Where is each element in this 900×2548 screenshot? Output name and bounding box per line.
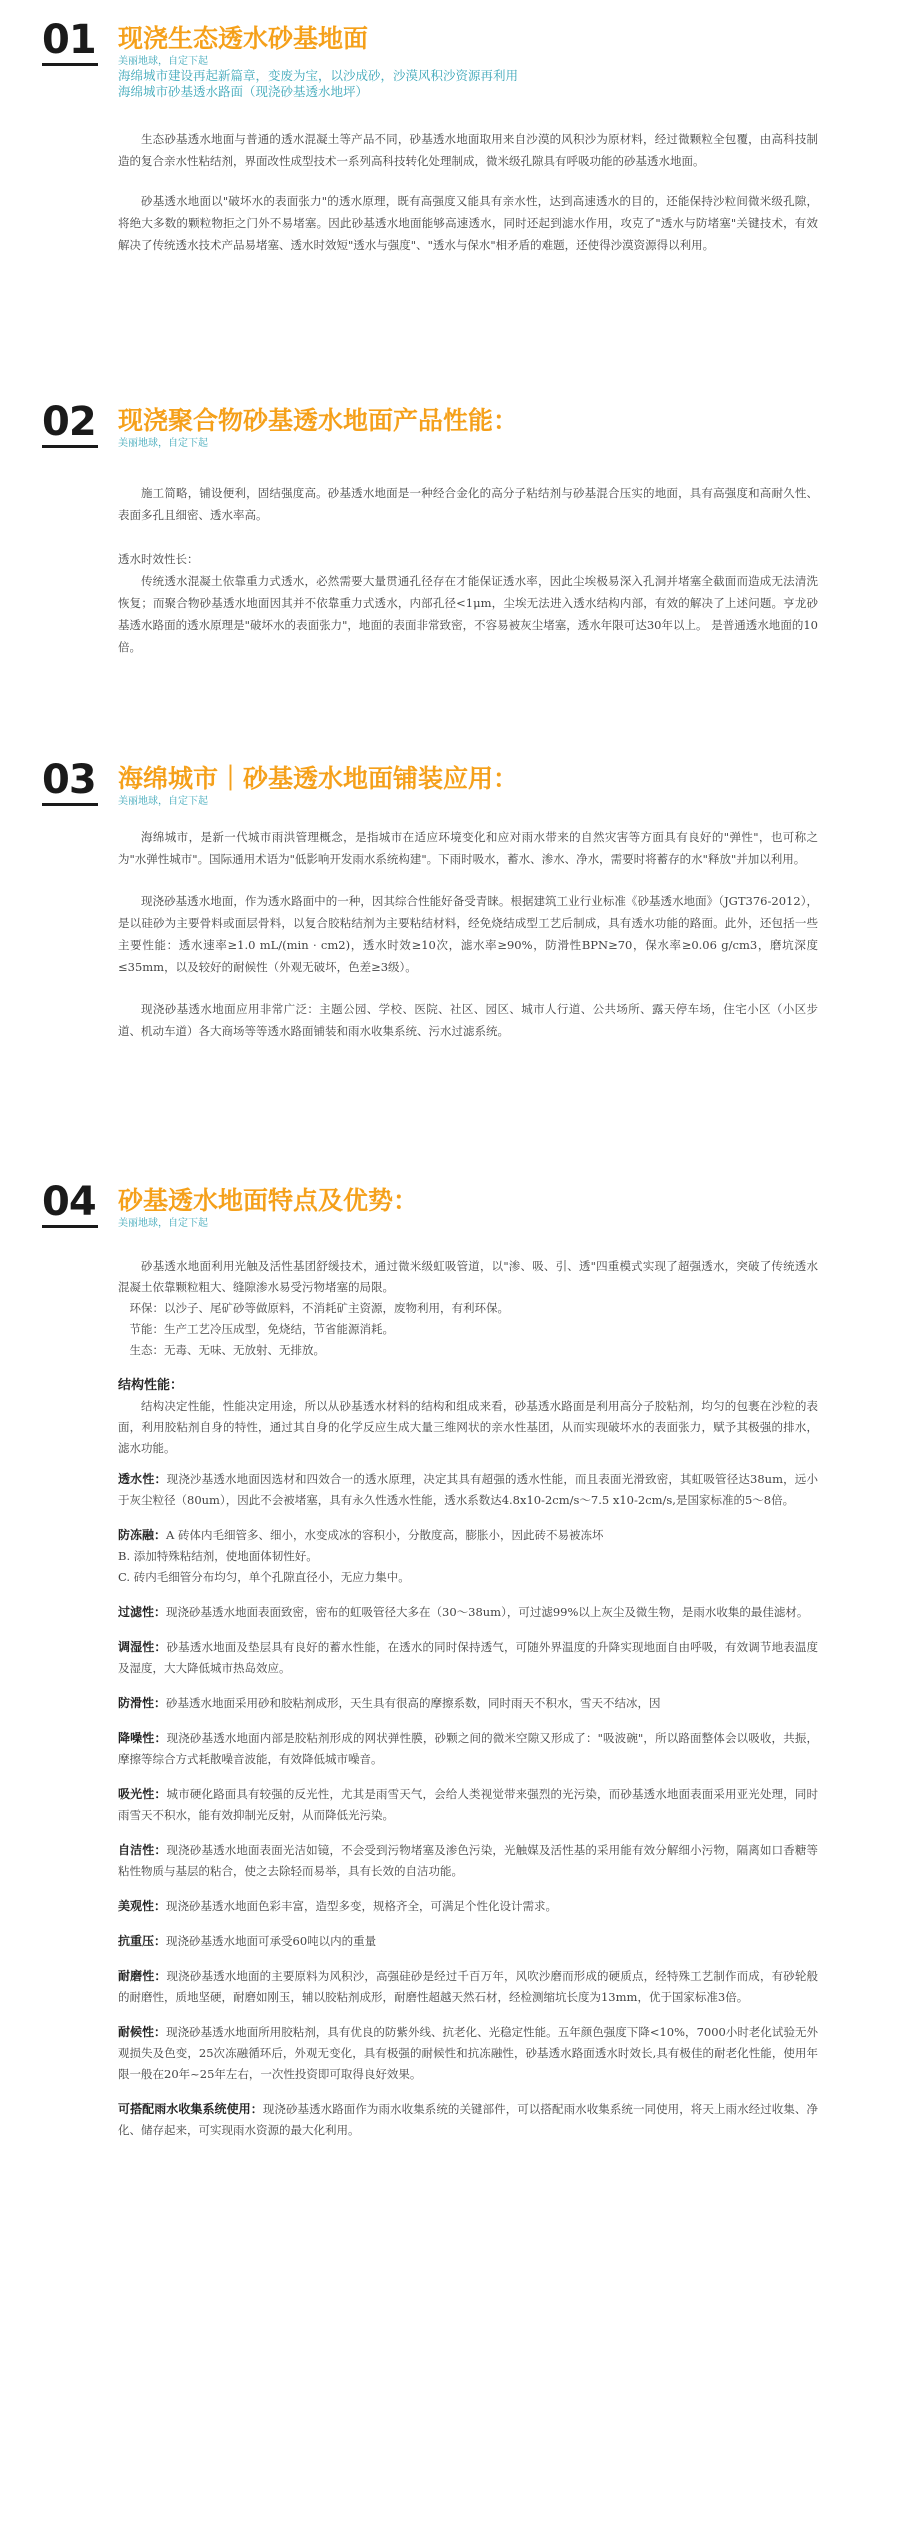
- paragraph: 海绵城市，是新一代城市雨洪管理概念，是指城市在适应环境变化和应对雨水带来的自然灾害等方面具有良好的"弹性"，也可称之为"水弹性城市"。国际通用术语为"低影响开发雨水系统构建"。下雨时吸水，蓄水、渗水、净水，需要时将蓄存的水"释放"并加以利用。: [118, 830, 818, 866]
- section-subtitle: 美丽地球，自定下起: [118, 1218, 208, 1229]
- feature-self-cleaning: [118, 1840, 818, 1882]
- feature-label: 防滑性：: [118, 1696, 167, 1710]
- paragraph: 砂基透水地面以"破坏水的表面张力"的透水原理，既有高强度又能具有亲水性，达到高速透水的目的，还能保持沙粒间微米级孔隙，将绝大多数的颗粒物拒之门外不易堵塞。因此砂基透水地面能够高速透水，同时还起到滤水作用，攻克了"透水与防堵塞"关键技术，有效解决了传统透水技术产品易堵塞、透水时效短"透水与强度"、"透水与保水"相矛盾的难题，还使得沙漠资源得以利用。: [118, 194, 818, 252]
- feature-noise-reduction: [118, 1728, 818, 1770]
- section-body: [118, 1256, 818, 2155]
- benefit-item: 环保：以沙子、尾矿砂等做原料，不消耗矿主资源，废物利用，有利环保。: [129, 1301, 509, 1315]
- paragraph: 结构决定性能，性能决定用途，所以从砂基透水材料的结构和组成来看，砂基透水路面是利用高分子胶粘剂，均匀的包裹在沙粒的表面，利用胶粘剂自身的特性，通过其自身的化学反应生成大量三维网状的亲水性基团，从而实现破坏水的表面张力，赋予其极强的排水，滤水功能。: [118, 1399, 818, 1455]
- paragraph: 砂基透水地面利用光触及活性基团舒缓技术，通过微米级虹吸管道，以"渗、吸、引、透"四重模式实现了超强透水，突破了传统透水混凝土依靠颗粒粗大、缝隙渗水易受污物堵塞的局限。: [118, 1259, 818, 1294]
- feature-text: 现浇砂基透水地面所用胶粘剂，具有优良的防紫外线、抗老化、光稳定性能。五年颜色强度下降<10%，7000小时老化试验无外观损失及色变，25次冻融循环后，外观无变化，具有极强的耐候性和抗冻融性，砂基透水路面透水时效长,具有极佳的耐老化性能，使用年限一般在20年~25年左右，一次性投资即可取得良好效果。: [118, 2025, 818, 2081]
- feature-text: 现浇砂基透水路面作为雨水收集系统的关键部件，可以搭配雨水收集系统一同使用，将天上雨水经过收集、净化、储存起来，可实现雨水资源的最大化利用。: [118, 2102, 818, 2137]
- section-title: 现浇聚合物砂基透水地面产品性能：: [118, 406, 519, 435]
- feature-light-absorption: [118, 1784, 818, 1826]
- section-body: [118, 482, 818, 672]
- feature-label: 降噪性：: [118, 1731, 167, 1745]
- feature-label: 过滤性：: [118, 1605, 167, 1619]
- subtitle-small: 美丽地球，自定下起: [118, 56, 208, 67]
- feature-label: 防冻融：: [118, 1528, 167, 1542]
- feature-label: 耐候性：: [118, 2025, 167, 2039]
- feature-wear-resistance: [118, 1966, 818, 2008]
- section-title: 现浇生态透水砂基地面: [118, 24, 369, 53]
- section-body: [118, 826, 818, 1056]
- feature-load-bearing: [118, 1931, 818, 1952]
- feature-aesthetics: [118, 1896, 818, 1917]
- feature-label: 美观性：: [118, 1899, 167, 1913]
- feature-text: 现浇砂基透水地面可承受60吨以内的重量: [166, 1934, 377, 1948]
- paragraph: 施工简略，铺设便利，固结强度高。砂基透水地面是一种经合金化的高分子粘结剂与砂基混合压实的地面，具有高强度和高耐久性、表面多孔且细密、透水率高。: [118, 486, 818, 522]
- section-number: 01: [42, 17, 96, 63]
- feature-text: 砂基透水地面及垫层具有良好的蓄水性能，在透水的同时保持透气，可随外界温度的升降实现地面自由呼吸，有效调节地表温度及湿度，大大降低城市热岛效应。: [118, 1640, 818, 1675]
- feature-text: 现浇砂基透水地面内部是胶粘剂形成的网状弹性膜，砂颗之间的微米空隙又形成了："吸波碗"，所以路面整体会以吸收，共振，摩擦等综合方式耗散噪音波能，有效降低城市噪音。: [118, 1731, 818, 1766]
- section-subtitle: 美丽地球，自定下起: [118, 796, 208, 807]
- section-number: 03: [42, 757, 96, 803]
- feature-text: 城市硬化路面具有较强的反光性，尤其是雨雪天气，会给人类视觉带来强烈的光污染，而砂基透水地面表面采用亚光处理，同时雨雪天不积水，能有效抑制光反射，从而降低光污染。: [118, 1787, 818, 1822]
- feature-humidity: [118, 1637, 818, 1679]
- benefit-list: [118, 1298, 818, 1361]
- paragraph: 传统透水混凝土依靠重力式透水，必然需要大量贯通孔径存在才能保证透水率，因此尘埃极易深入孔洞并堵塞全截面而造成无法清洗恢复；而聚合物砂基透水地面因其并不依靠重力式透水，内部孔径<1μm，尘埃无法进入透水结构内部，有效的解决了上述问题。亨龙砂基透水路面的透水原理是"破坏水的表面张力"，地面的表面非常致密，不容易被灰尘堵塞，透水年限可达30年以上。 是普通透水地面的10倍。: [118, 574, 818, 654]
- section-number: 04: [42, 1179, 96, 1225]
- feature-label: 自洁性：: [118, 1843, 167, 1857]
- feature-label: 吸光性：: [118, 1787, 167, 1801]
- section-body: [118, 128, 818, 270]
- section-04: [0, 1179, 900, 2137]
- section-number: 02: [42, 399, 96, 445]
- paragraph-label: 透水时效性长：: [118, 552, 199, 566]
- benefit-item: 生态：无毒、无味、无放射、无排放。: [129, 1343, 325, 1357]
- subtitle-line-1: 海绵城市建设再起新篇章，变废为宝，以沙成砂，沙漠风积沙资源再利用: [118, 68, 519, 83]
- feature-text: 砂基透水地面采用砂和胶粘剂成形，天生具有很高的摩擦系数，同时雨天不积水，雪天不结冰，因: [166, 1696, 661, 1710]
- feature-filtration: [118, 1602, 818, 1623]
- feature-label: 调湿性：: [118, 1640, 167, 1654]
- number-underline: [42, 63, 98, 66]
- feature-label: 抗重压：: [118, 1934, 167, 1948]
- feature-antislip: [118, 1693, 818, 1714]
- feature-text: 现浇砂基透水地面色彩丰富，造型多变，规格齐全，可满足个性化设计需求。: [166, 1899, 558, 1913]
- feature-label: 可搭配雨水收集系统使用：: [118, 2102, 263, 2116]
- feature-text: 现浇砂基透水地面表面光洁如镜，不会受到污物堵塞及渗色污染，光触媒及活性基的采用能有效分解细小污物，隔离如口香糖等粘性物质与基层的粘合，使之去除轻而易举，具有长效的自洁功能。: [118, 1843, 818, 1878]
- feature-permeability: [118, 1469, 818, 1511]
- feature-label: 透水性：: [118, 1472, 167, 1486]
- number-underline: [42, 445, 98, 448]
- feature-text: B. 添加特殊粘结剂，使地面体韧性好。: [118, 1549, 318, 1563]
- section-subtitle: 美丽地球，自定下起: [118, 438, 208, 449]
- feature-weather-resistance: [118, 2022, 818, 2085]
- number-underline: [42, 803, 98, 806]
- feature-text: A 砖体内毛细管多、细小，水变成冰的容积小，分散度高，膨胀小，因此砖不易被冻坏: [166, 1528, 604, 1542]
- subtitle-line-2: 海绵城市砂基透水路面（现浇砂基透水地坪）: [118, 84, 369, 99]
- section-subtitle-block: [118, 56, 518, 100]
- feature-rainwater-system: [118, 2099, 818, 2141]
- feature-heading: 结构性能：: [118, 1378, 184, 1393]
- section-02: [0, 399, 900, 654]
- paragraph: 生态砂基透水地面与普通的透水混凝土等产品不同，砂基透水地面取用来自沙漠的风积沙为原材料，经过微颗粒全包覆，由高科技制造的复合亲水性粘结剂，界面改性成型技术一系列高科技转化处理制成，微米级孔隙具有呼吸功能的砂基透水地面。: [118, 132, 818, 168]
- feature-text: C. 砖内毛细管分布均匀，单个孔隙直径小，无应力集中。: [118, 1570, 410, 1584]
- feature-text: 现浇沙基透水地面因选材和四效合一的透水原理，决定其具有超强的透水性能，而且表面光滑致密，其虹吸管径达38um，远小于灰尘粒径（80um），因此不会被堵塞，具有永久性透水性能，透水系数达4.8x10-2cm/s～7.5 x10-2cm/s,是国家标准的5～8倍。: [118, 1472, 818, 1507]
- paragraph: 现浇砂基透水地面，作为透水路面中的一种，因其综合性能好备受青睐。根据建筑工业行业标准《砂基透水地面》（JGT376-2012），是以硅砂为主要骨料或面层骨料，以复合胶粘结剂为主要粘结材料，经免烧结成型工艺后制成，具有透水功能的路面。此外，还包括一些主要性能：透水速率≥1.0 mL/(min · cm2)，透水时效≥10次，滤水率≥90%，防滑性BPN≥70，保水率≥0.06 g/cm3，磨坑深度≤35mm，以及较好的耐候性（外观无破坏，色差≥3级）。: [118, 894, 818, 974]
- feature-antifreeze: [118, 1525, 818, 1588]
- section-03: [0, 757, 900, 1038]
- section-title: 砂基透水地面特点及优势：: [118, 1186, 419, 1215]
- feature-label: 耐磨性：: [118, 1969, 167, 1983]
- paragraph: 现浇砂基透水地面应用非常广泛：主题公园、学校、医院、社区、园区、城市人行道、公共场所、露天停车场，住宅小区（小区步道、机动车道）各大商场等等透水路面铺装和雨水收集系统、污水过滤系统。: [118, 1002, 818, 1038]
- number-underline: [42, 1225, 98, 1228]
- benefit-item: 节能：生产工艺冷压成型，免烧结，节省能源消耗。: [129, 1322, 394, 1336]
- section-title: 海绵城市｜砂基透水地面铺装应用：: [118, 764, 519, 793]
- feature-text: 现浇砂基透水地面表面致密，密布的虹吸管径大多在（30～38um），可过滤99%以上灰尘及微生物，是雨水收集的最佳滤材。: [166, 1605, 809, 1619]
- feature-text: 现浇砂基透水地面的主要原料为风积沙，高强硅砂是经过千百万年，风吹沙磨而形成的硬质点，经特殊工艺制作而成，有砂轮般的耐磨性，质地坚硬，耐磨如刚玉，辅以胶粘剂成形，耐磨性超越天然石材，经检测缩坑长度为13mm，优于国家标准3倍。: [118, 1969, 818, 2004]
- section-01: [0, 17, 900, 252]
